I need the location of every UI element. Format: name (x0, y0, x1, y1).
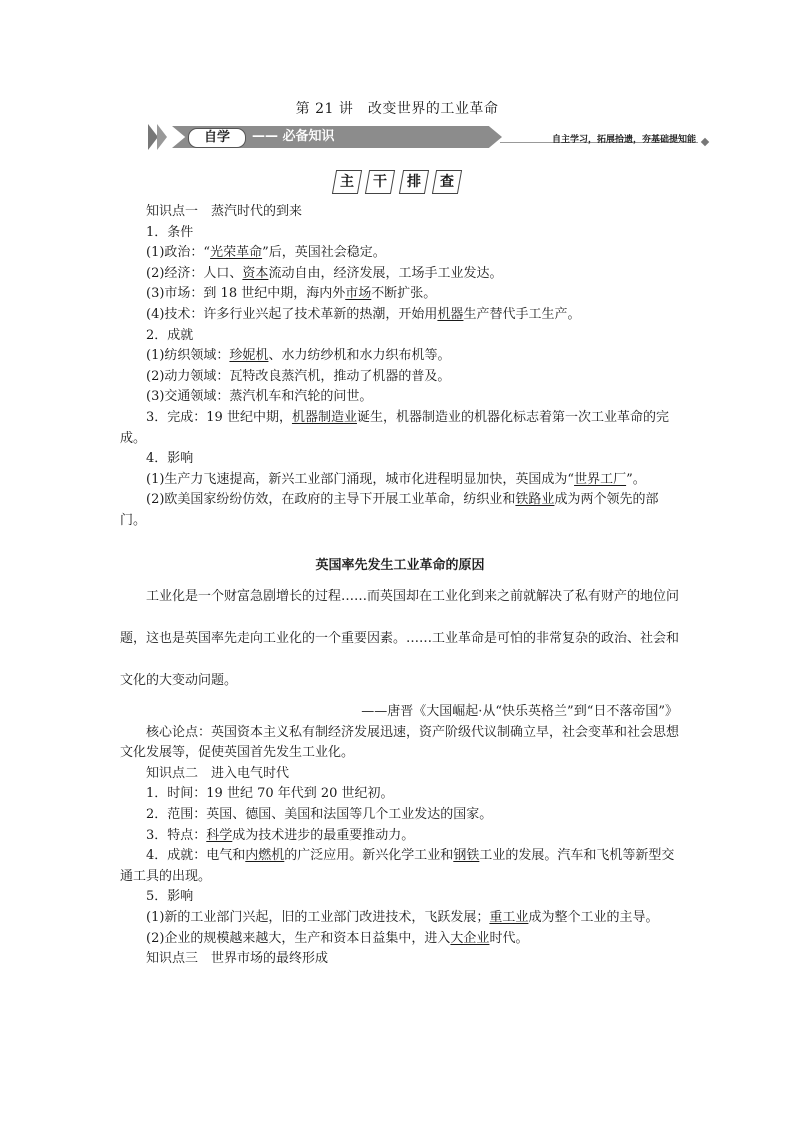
text: 成为技术进步的最重要推动力。 (232, 827, 415, 843)
banner-subtitle: 自主学习，拓展拾遗，夯基础提知能 (551, 135, 696, 145)
paragraph: 1．时间：19 世纪 70 年代到 20 世纪初。 (146, 786, 394, 802)
paragraph (120, 243, 680, 264)
text: 工业的发展。汽车和飞机等新型交通工具的出现。 (120, 848, 675, 884)
key-term: 光荣革命 (210, 245, 263, 261)
paragraph (120, 346, 680, 367)
text: (2)欧美国家纷纷仿效，在政府的主导下开展工业革命，纺织业和 (146, 492, 516, 508)
key-term: 铁路业 (515, 492, 555, 508)
text: 时代。 (489, 930, 529, 946)
key-term: 重工业 (489, 910, 529, 926)
text: (3)市场：到 18 世纪中期，海内外 (146, 286, 346, 302)
banner-label: —— 必备知识 (252, 129, 335, 144)
text: (2)经济：人口、 (146, 265, 243, 281)
paragraph (120, 826, 680, 847)
subheading: 1．条件 (146, 224, 194, 240)
text: 成为两个领先的部门。 (120, 492, 659, 528)
subheading: 5．影响 (146, 889, 194, 905)
paragraph (120, 305, 680, 326)
paragraph (120, 846, 680, 887)
text: 不断扩张。 (371, 286, 437, 302)
key-term: 机器制造业 (291, 409, 357, 425)
text: 4．成就：电气和 (146, 848, 246, 864)
section-key (432, 170, 462, 194)
key-term: 世界工厂 (574, 471, 627, 487)
section-heading (0, 170, 794, 194)
knowledge-heading: 知识点二 进入电气时代 (146, 765, 290, 781)
section-key-char: 查 (439, 174, 454, 190)
core-argument: 核心论点：英国资本主义私有制经济发展迅速，资产阶级代议制确立早，社会变革和社会思想文化发展等，促使英国首先发生工业化。 (120, 724, 680, 761)
paragraph: (3)交通领域：蒸汽机车和汽轮的问世。 (146, 389, 373, 405)
text: 、水力纺纱机和水力织布机等。 (268, 348, 451, 364)
key-term: 资本 (242, 265, 269, 281)
reading-quote: 工业化是一个财富急剧增长的过程……而英国却在工业化到来之前就解决了私有财产的地位问题，这也是英国率先走向工业化的一个重要因素。……工业革命是可怕的非常复杂的政治、社会和文化的大变动问题。 (120, 589, 680, 689)
paragraph (120, 490, 680, 531)
text: ”后，英国社会稳定。 (262, 245, 386, 261)
paragraph: (2)动力领域：瓦特改良蒸汽机，推动了机器的普及。 (146, 368, 451, 384)
key-term: 科学 (206, 827, 233, 843)
key-term: 机器 (437, 306, 464, 322)
paragraph (120, 264, 680, 285)
text: (1)纺织领域： (146, 348, 230, 364)
section-key (365, 170, 395, 194)
text: 的广泛应用。新兴化学工业和 (284, 848, 454, 864)
text: 3．完成：19 世纪中期， (146, 409, 292, 425)
section-key-char: 干 (373, 174, 388, 190)
paragraph (120, 929, 680, 950)
text: 生产替代手工生产。 (463, 306, 581, 322)
text: ”。 (626, 471, 646, 487)
subheading: 2．成就 (146, 327, 194, 343)
section-banner (148, 124, 708, 150)
subheading: 4．影响 (146, 451, 194, 467)
reading-source: ——唐晋《大国崛起·从“快乐英格兰”到“日不落帝国”》 (361, 704, 678, 720)
banner-badge: 自学 (188, 128, 246, 148)
text: (1)新的工业部门兴起，旧的工业部门改进技术，飞跃发展； (146, 910, 490, 926)
diamond-icon (701, 138, 709, 146)
text: 流动自由，经济发展，工场手工业发达。 (268, 265, 503, 281)
paragraph (120, 408, 680, 449)
key-term: 大企业 (450, 930, 490, 946)
section-key (398, 170, 428, 194)
reading-title: 英国率先发生工业革命的原因 (315, 557, 485, 573)
text: (2)企业的规模越来越大，生产和资本日益集中，进入 (146, 930, 451, 946)
paragraph (120, 908, 680, 929)
section-key-char: 排 (406, 174, 421, 190)
text: 3．特点： (146, 827, 207, 843)
text: 成为整个工业的主导。 (528, 910, 659, 926)
paragraph (120, 284, 680, 305)
paragraph: 2．范围：英国、德国、美国和法国等几个工业发达的国家。 (146, 807, 493, 823)
knowledge-heading: 知识点一 蒸汽时代的到来 (146, 204, 303, 219)
text: (1)生产力飞速提高，新兴工业部门涌现，城市化进程明显加快，英国成为“ (146, 471, 575, 487)
document-body (120, 202, 680, 970)
text: (4)技术：许多行业兴起了技术革新的热潮，开始用 (146, 306, 438, 322)
section-key (332, 170, 362, 194)
text: 诞生，机器制造业的机器化标志着第一次工业革命的完成。 (120, 409, 669, 446)
key-term: 珍妮机 (229, 348, 269, 364)
key-term: 内燃机 (245, 848, 285, 864)
key-term: 市场 (345, 286, 372, 302)
knowledge-heading: 知识点三 世界市场的最终形成 (146, 951, 329, 967)
text: (1)政治：“ (146, 245, 211, 261)
section-key-char: 主 (340, 174, 355, 190)
page-title: 第 21 讲 改变世界的工业革命 (295, 101, 499, 117)
chevron-icon (157, 124, 167, 150)
paragraph (120, 470, 680, 491)
key-term: 钢铁 (453, 848, 480, 864)
